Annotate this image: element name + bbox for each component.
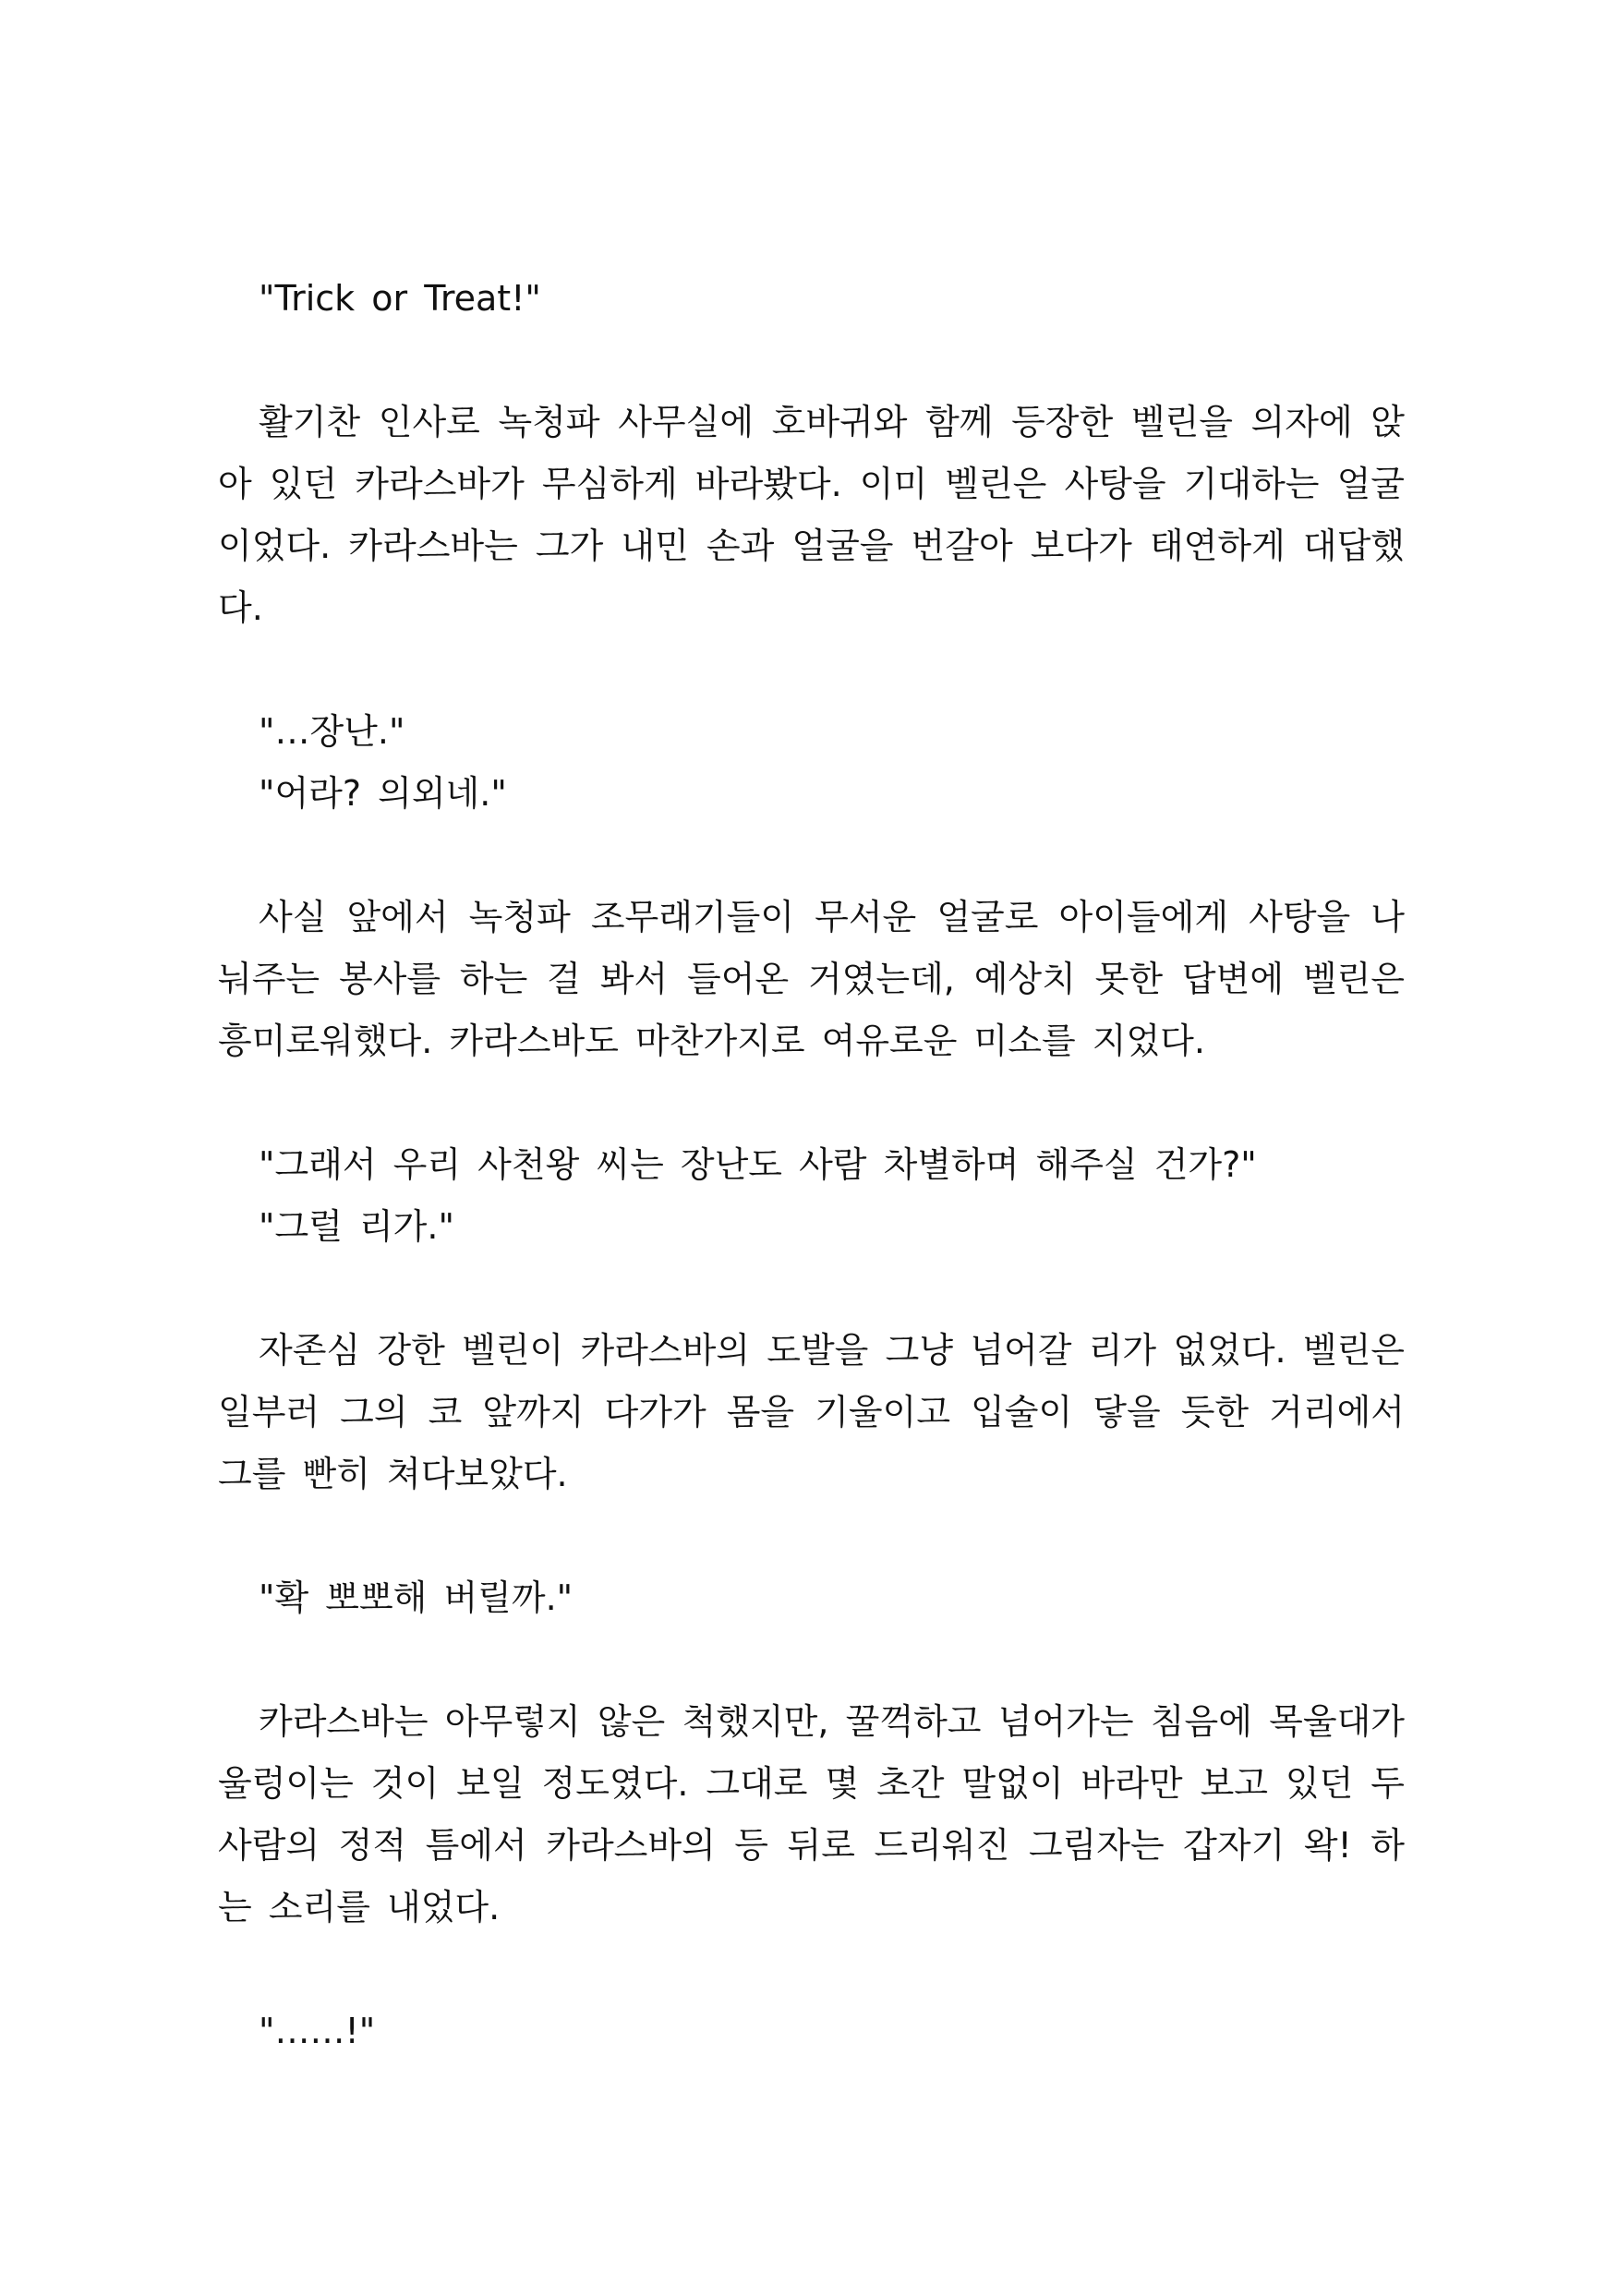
paragraph-gap	[218, 330, 1405, 392]
paragraph-gap	[218, 825, 1405, 887]
paragraph-gap	[218, 1629, 1405, 1691]
narrative-paragraph: 카라스바는 아무렇지 않은 척했지만, 꿀꺽하고 넘어가는 침음에 목울대가 울렁이는 것이 보일 정도였다. 그대로 몇 초간 말없이 바라만 보고 있던 두 사람의 정적 틈에서 카라스바의 등 뒤로 드리워진 그림자는 갑자기 왁! 하는 소리를 내었다.	[218, 1701, 1405, 1927]
document-body	[218, 268, 1405, 2062]
paragraph-gap	[218, 639, 1405, 701]
dialogue-line: "…장난."	[259, 711, 405, 752]
paragraph-gap	[218, 1072, 1405, 1134]
dialogue-line: "어라? 의외네."	[259, 773, 507, 814]
dialogue-line: "확 뽀뽀해 버릴까."	[259, 1577, 574, 1618]
dialogue-line: "그럴 리가."	[259, 1206, 454, 1247]
paragraph-gap	[218, 1258, 1405, 1320]
narrative-paragraph: 사실 앞에서 녹청파 조무래기들이 무서운 얼굴로 아이들에게 사탕을 나눠주는 봉사를 하는 걸 봐서 들어온 거였는데, 예상치 못한 답변에 벨린은 흥미로워했다. 카라스바도 마찬가지로 여유로운 미소를 지었다.	[218, 897, 1405, 1061]
dialogue-line: "그래서 우리 사천왕 씨는 장난도 사람 차별하며 해주실 건가?"	[259, 1144, 1257, 1185]
narrative-paragraph: 활기찬 인사로 녹청파 사무실에 호바귀와 함께 등장한 벨린을 의자에 앉아 있던 카라스바가 무심하게 바라봤다. 이미 벨린은 사탕을 기대하는 얼굴이었다. 카라스바는 그가 내민 손과 얼굴을 번갈아 보다가 태연하게 대답했다.	[218, 402, 1405, 628]
paragraph-gap	[218, 1505, 1405, 1567]
narrative-paragraph: 자존심 강한 벨린이 카라스바의 도발을 그냥 넘어갈 리가 없었다. 벨린은 일부러 그의 코 앞까지 다가가 몸을 기울이고 입술이 닿을 듯한 거리에서 그를 빤히 쳐다보았다.	[218, 1330, 1405, 1494]
paragraph-gap	[218, 1939, 1405, 2000]
dialogue-line: "Trick or Treat!"	[259, 278, 541, 319]
dialogue-line: "……!"	[259, 2011, 376, 2051]
